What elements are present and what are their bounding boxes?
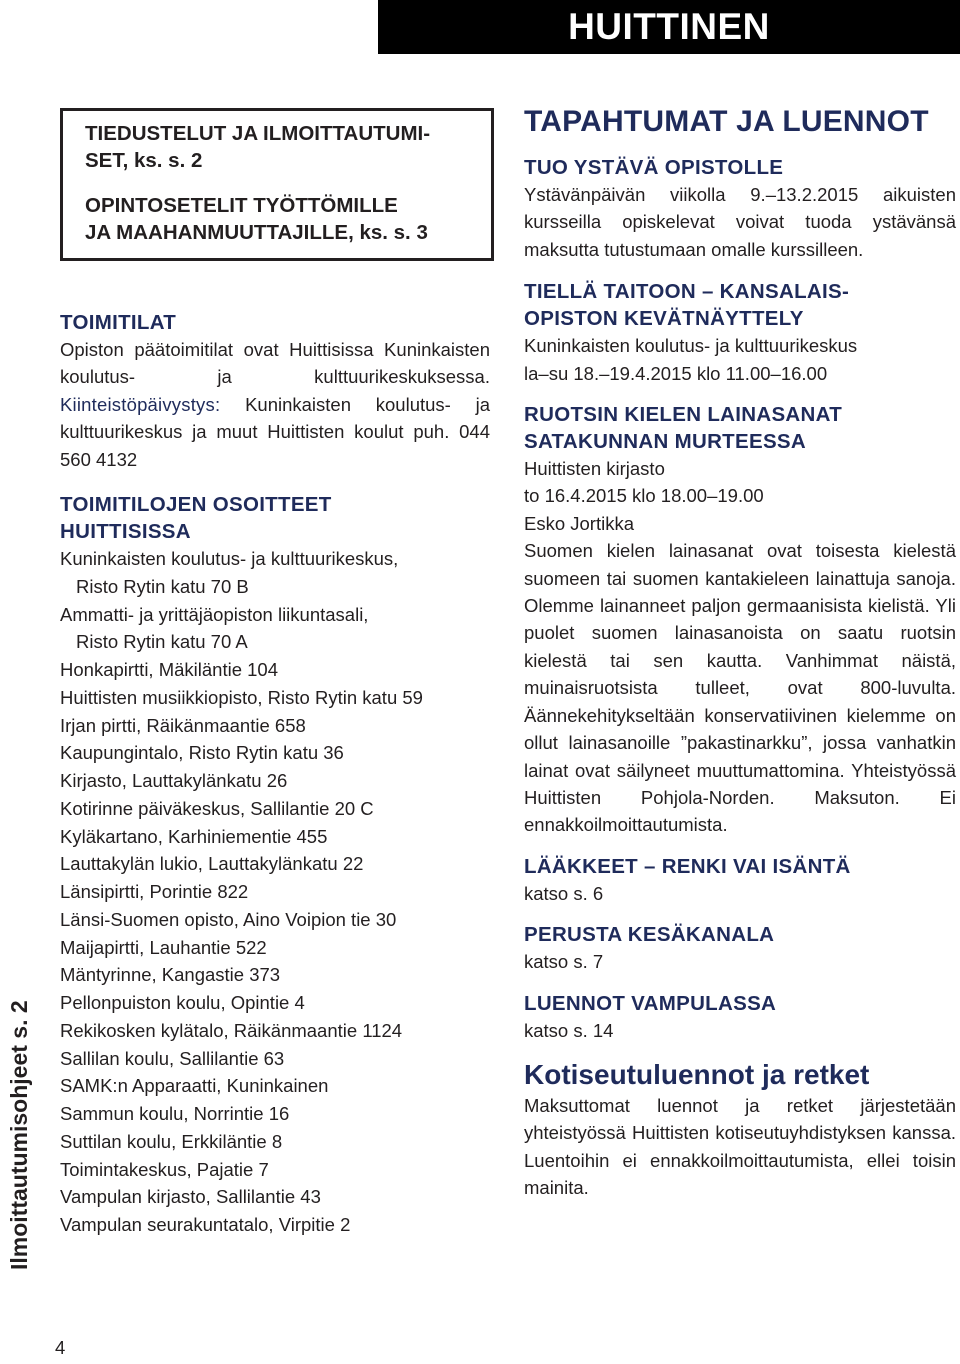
- address-main: Kuninkaisten koulutus- ja kulttuurikeskus,: [60, 548, 399, 570]
- kesakanala-ref: katso s. 7: [524, 951, 604, 973]
- vampula-section: [524, 990, 956, 1044]
- ruotsin-place: Huittisten kirjasto: [524, 458, 665, 480]
- taitoon-time: la–su 18.–19.4.2015 klo 11.00–16.00: [524, 362, 828, 384]
- ruotsin-lecturer: Esko Jortikka: [524, 512, 635, 534]
- toimitilat-text-1: Opiston päätoimitilat ovat Huittisissa Kuninkaisten koulutus- ja kulttuurikeskuksessa.: [60, 339, 490, 388]
- address-item: Sammun koulu, Norrintie 16: [60, 1103, 290, 1125]
- address-item: Länsi-Suomen opisto, Aino Voipion tie 30: [60, 908, 397, 930]
- toimitilat-text: [60, 336, 490, 473]
- address-item: Rekikosken kylätalo, Räikänmaantie 1124: [60, 1019, 403, 1041]
- kiinteisto-label: Kiinteistöpäivystys:: [60, 393, 221, 415]
- toimitilat-section: [60, 309, 494, 473]
- address-sub: Risto Rytin katu 70 B: [76, 575, 249, 597]
- ystava-section: [524, 154, 956, 263]
- address-item: [60, 601, 494, 657]
- address-item: Sallilan koulu, Sallilantie 63: [60, 1047, 285, 1069]
- kotiseutu-text: Maksuttomat luennot ja retket järjestetään yhteistyössä Huittisten kotiseutuyhdistyksen kanssa. Luentoihin ei ennakkoilmoittautumista, ellei toisin mainita.: [524, 1094, 956, 1199]
- address-item: Irjan pirtti, Räikänmaantie 658: [60, 714, 306, 736]
- vampula-heading: LUENNOT VAMPULASSA: [524, 991, 777, 1015]
- address-main: Ammatti- ja yrittäjäopiston liikuntasali,: [60, 603, 369, 625]
- address-item: Vampulan kirjasto, Sallilantie 43: [60, 1186, 321, 1208]
- address-item: SAMK:n Apparaatti, Kuninkainen: [60, 1075, 329, 1097]
- taitoon-section: [524, 278, 956, 387]
- info-box: [60, 108, 494, 261]
- osoitteet-section: [60, 491, 494, 1239]
- laakkeet-heading: LÄÄKKEET – RENKI VAI ISÄNTÄ: [524, 854, 851, 878]
- ruotsin-heading-1: RUOTSIN KIELEN LAINASANAT: [524, 403, 843, 427]
- taitoon-heading-2: OPISTON KEVÄTNÄYTTELY: [524, 307, 804, 331]
- address-item: Lauttakylän lukio, Lauttakylänkatu 22: [60, 853, 364, 875]
- address-item: Maijapirtti, Lauhantie 522: [60, 936, 267, 958]
- vampula-ref: katso s. 14: [524, 1019, 614, 1041]
- kesakanala-heading: PERUSTA KESÄKANALA: [524, 923, 775, 947]
- kotiseutu-section: [524, 1058, 956, 1202]
- kesakanala-section: [524, 921, 956, 975]
- kotiseutu-heading: Kotiseutuluennot ja retket: [524, 1058, 870, 1090]
- osoitteet-heading-2: HUITTISISSA: [60, 520, 191, 544]
- address-item: Vampulan seurakuntatalo, Virpitie 2: [60, 1214, 351, 1236]
- laakkeet-ref: katso s. 6: [524, 882, 604, 904]
- address-item: Kaupungintalo, Risto Rytin katu 36: [60, 742, 344, 764]
- address-item: [60, 545, 494, 601]
- address-sub: Risto Rytin katu 70 A: [76, 631, 248, 653]
- right-column: [524, 104, 956, 1202]
- taitoon-place: Kuninkaisten koulutus- ja kulttuurikeskus: [524, 335, 858, 357]
- address-list: [60, 545, 494, 1239]
- address-item: Suttilan koulu, Erkkiläntie 8: [60, 1130, 283, 1152]
- page-banner: HUITTINEN: [378, 0, 960, 54]
- ruotsin-section: [524, 401, 956, 839]
- address-item: Toimintakeskus, Pajatie 7: [60, 1158, 269, 1180]
- toimitilat-text-2: Kuninkaisten koulutus- ja kulttuurikeskus ja muut Huittisten koulut puh. 044 560 4132: [60, 393, 490, 470]
- ruotsin-time: to 16.4.2015 klo 18.00–19.00: [524, 485, 764, 507]
- address-item: Huittisten musiikkiopisto, Risto Rytin katu 59: [60, 686, 423, 708]
- ystava-heading: TUO YSTÄVÄ OPISTOLLE: [524, 156, 784, 179]
- left-column: [60, 108, 494, 1239]
- address-item: Kyläkartano, Karhiniementie 455: [60, 825, 328, 847]
- address-item: Mäntyrinne, Kangastie 373: [60, 964, 281, 986]
- address-item: Kirjasto, Lauttakylänkatu 26: [60, 770, 288, 792]
- laakkeet-section: [524, 853, 956, 907]
- toimitilat-heading: TOIMITILAT: [60, 311, 177, 334]
- info-line-2: SET, ks. s. 2: [85, 149, 203, 172]
- address-item: Honkapirtti, Mäkiläntie 104: [60, 659, 278, 681]
- address-item: Pellonpuiston koulu, Opintie 4: [60, 992, 305, 1014]
- tapahtumat-heading: TAPAHTUMAT JA LUENNOT: [524, 105, 929, 138]
- ruotsin-text: Suomen kielen lainasanat ovat toisesta kielestä suomeen tai suomen kantakieleen lainattuja sanoja. Olemme lainanneet paljon germaanisista kielistä. Yli puolet suomen lainasanoista on saatu ruotsin kielestä tai sen kautta. Vanhimmat näistä, muinaisruotsista tulleet, ovat 800-luvulta. Äännekehitykseltään konservatiivinen kielemme on ollut lainasanoille ”pakastinarkku”, jossa vanhatkin lainat ovat säilyneet muuttumattomina. Yhteistyössä Huittisten Pohjola-Norden. Maksuton. Ei ennakkoilmoittautumista.: [524, 540, 956, 836]
- ystava-text: Ystävänpäivän viikolla 9.–13.2.2015 aikuisten kursseilla opiskelevat voivat tuoda ystävänsä maksutta tutustumaan omalle kurssilleen.: [524, 184, 956, 260]
- info-line-3: OPINTOSETELIT TYÖTTÖMILLE: [85, 194, 398, 217]
- info-line-4: JA MAAHANMUUTTAJILLE, ks. s. 3: [85, 221, 428, 244]
- ruotsin-heading-2: SATAKUNNAN MURTEESSA: [524, 430, 806, 454]
- osoitteet-heading-1: TOIMITILOJEN OSOITTEET: [60, 493, 332, 517]
- side-label-registration: Ilmoittautumisohjeet s. 2: [6, 1000, 32, 1270]
- info-line-1: TIEDUSTELUT JA ILMOITTAUTUMI-: [85, 122, 431, 145]
- taitoon-heading-1: TIELLÄ TAITOON – KANSALAIS-: [524, 280, 850, 304]
- address-item: Kotirinne päiväkeskus, Sallilantie 20 C: [60, 797, 374, 819]
- page-number: 4: [55, 1337, 66, 1358]
- address-item: Länsipirtti, Porintie 822: [60, 881, 249, 903]
